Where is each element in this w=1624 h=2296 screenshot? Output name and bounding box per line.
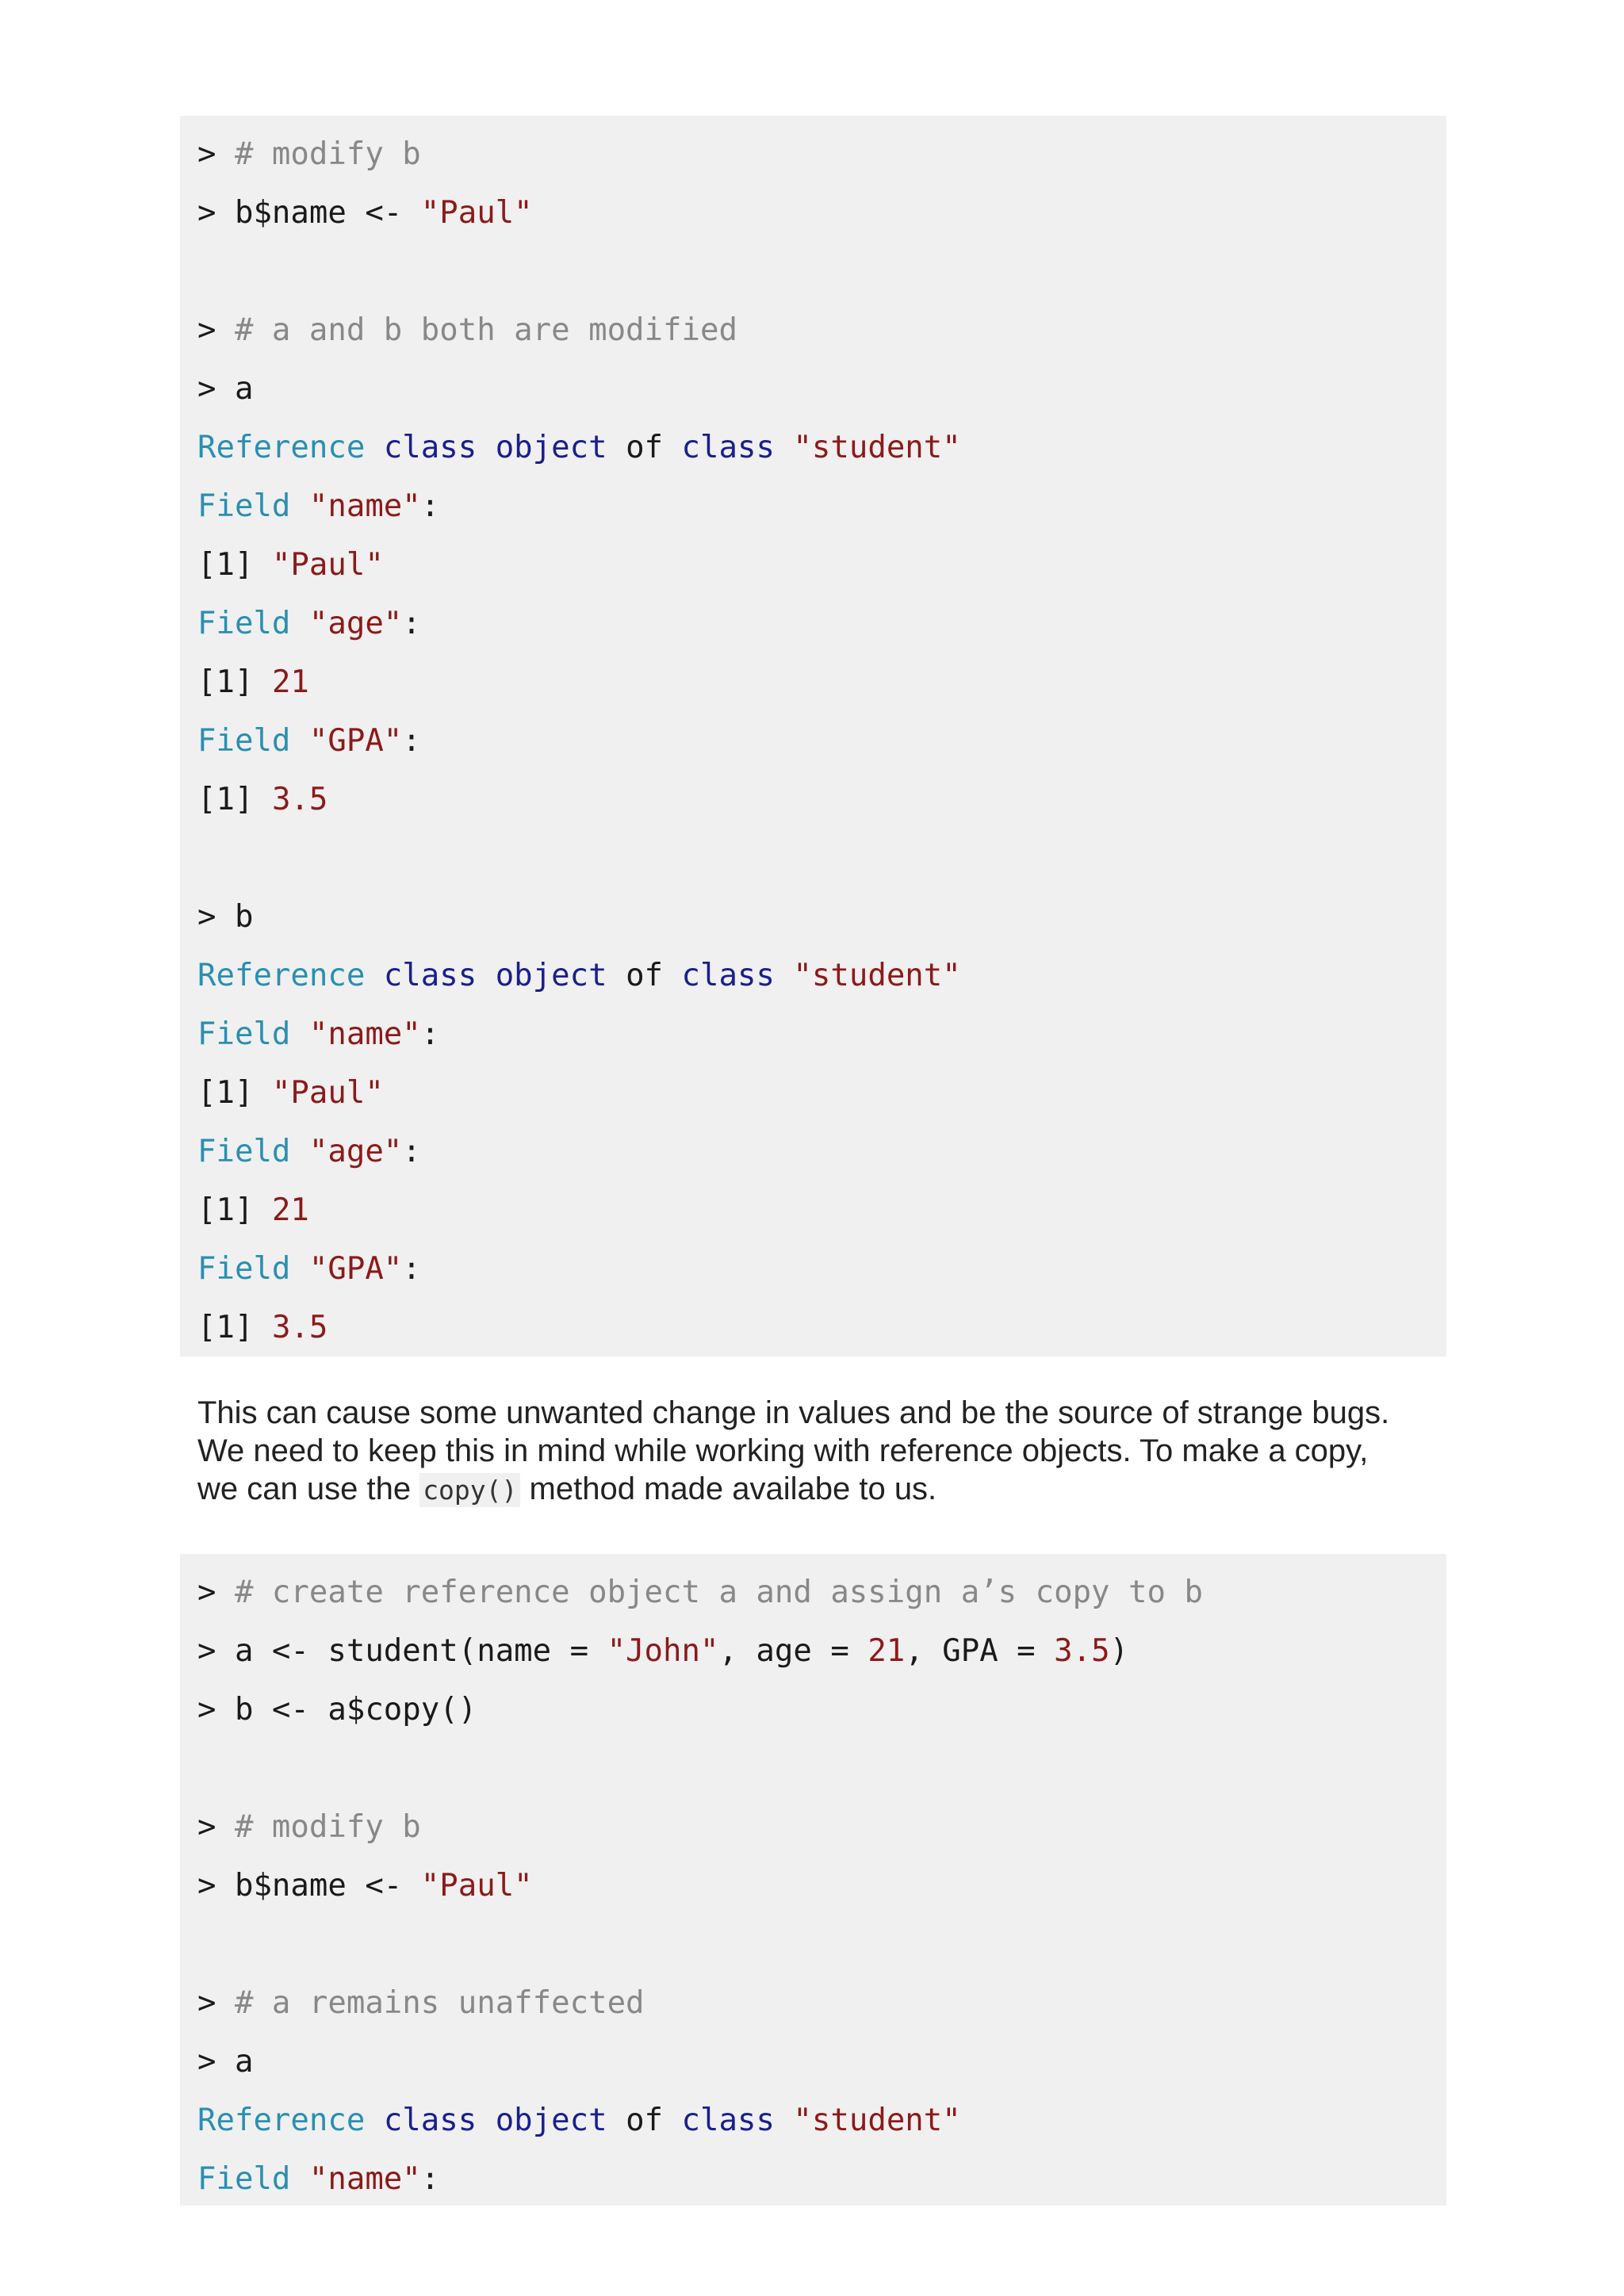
output-field: Field bbox=[197, 606, 291, 641]
code-line bbox=[197, 1064, 384, 1123]
code-line bbox=[197, 1005, 439, 1064]
code-line bbox=[197, 771, 327, 829]
string-literal: "age" bbox=[308, 1134, 403, 1169]
string-literal: "Paul" bbox=[420, 195, 533, 231]
prompt-marker: > bbox=[197, 371, 235, 407]
code-text: a bbox=[234, 2044, 254, 2080]
code-line bbox=[197, 595, 421, 653]
string-literal: "Paul" bbox=[420, 1868, 533, 1904]
prompt-marker: > bbox=[197, 195, 235, 231]
code-line bbox=[197, 1123, 421, 1181]
output-of: of bbox=[626, 958, 664, 993]
output-of: of bbox=[626, 430, 664, 465]
paragraph-line-3 bbox=[197, 1470, 1450, 1510]
string-literal: "Paul" bbox=[271, 547, 384, 583]
output-field: Field bbox=[197, 488, 291, 524]
code-text: b bbox=[234, 899, 254, 935]
output-object-keyword: object bbox=[495, 958, 607, 993]
code-line bbox=[197, 1299, 327, 1357]
output-field: Field bbox=[197, 1134, 291, 1169]
output-index: [1] bbox=[197, 782, 254, 817]
code-line bbox=[197, 1681, 477, 1739]
code-line bbox=[197, 1798, 421, 1857]
string-literal: "Paul" bbox=[271, 1075, 384, 1111]
string-literal: "name" bbox=[308, 2161, 421, 2197]
inline-code-copy: copy() bbox=[419, 1473, 520, 1507]
code-line bbox=[197, 1563, 1203, 1622]
code-line bbox=[197, 2091, 961, 2150]
code-line bbox=[197, 1857, 533, 1915]
numeric-literal: 3.5 bbox=[271, 782, 328, 817]
code-line bbox=[197, 2150, 439, 2209]
output-field: Field bbox=[197, 1251, 291, 1287]
prompt-marker: > bbox=[197, 1633, 235, 1669]
output-of: of bbox=[626, 2103, 664, 2138]
output-class-keyword: class bbox=[383, 958, 477, 993]
output-field: Field bbox=[197, 2161, 291, 2197]
output-field: Field bbox=[197, 723, 291, 759]
prompt-marker: > bbox=[197, 899, 235, 935]
output-reference: Reference bbox=[197, 2103, 366, 2138]
code-line bbox=[197, 360, 253, 419]
numeric-literal: 3.5 bbox=[271, 1310, 328, 1345]
output-colon: : bbox=[402, 1134, 421, 1169]
code-text: b$name <- bbox=[234, 195, 421, 231]
code-text: a <- student(name = bbox=[234, 1633, 607, 1669]
code-line bbox=[197, 125, 421, 184]
code-text: ) bbox=[1109, 1633, 1129, 1669]
code-comment: # a and b both are modified bbox=[234, 312, 737, 348]
paragraph-line-3-start: we can use the bbox=[197, 1471, 420, 1506]
code-line bbox=[197, 947, 961, 1005]
code-comment: # modify b bbox=[234, 136, 421, 172]
code-line bbox=[197, 1622, 1128, 1681]
code-text: a bbox=[234, 371, 254, 407]
output-object-keyword: object bbox=[495, 2103, 607, 2138]
output-field: Field bbox=[197, 1016, 291, 1052]
output-colon: : bbox=[402, 723, 421, 759]
code-line bbox=[197, 1974, 645, 2033]
code-block-1 bbox=[180, 116, 1446, 1357]
code-line bbox=[197, 712, 421, 771]
string-literal: "GPA" bbox=[308, 723, 403, 759]
code-block-2 bbox=[180, 1554, 1446, 2206]
code-line bbox=[197, 419, 961, 477]
string-literal: "student" bbox=[793, 2103, 961, 2138]
string-literal: "student" bbox=[793, 430, 961, 465]
output-class-keyword: class bbox=[681, 430, 775, 465]
prompt-marker: > bbox=[197, 136, 235, 172]
code-line bbox=[197, 1181, 309, 1240]
output-colon: : bbox=[402, 1251, 421, 1287]
code-text: b <- a$copy() bbox=[234, 1692, 477, 1728]
prompt-marker: > bbox=[197, 1985, 235, 2021]
prompt-marker: > bbox=[197, 2044, 235, 2080]
output-object-keyword: object bbox=[495, 430, 607, 465]
string-literal: "GPA" bbox=[308, 1251, 403, 1287]
code-comment: # a remains unaffected bbox=[234, 1985, 645, 2021]
prompt-marker: > bbox=[197, 1809, 235, 1845]
string-literal: "name" bbox=[308, 1016, 421, 1052]
prompt-marker: > bbox=[197, 1575, 235, 1610]
explanation-paragraph bbox=[197, 1394, 1450, 1510]
code-text: , age = bbox=[718, 1633, 868, 1669]
output-reference: Reference bbox=[197, 430, 366, 465]
output-colon: : bbox=[402, 606, 421, 641]
code-comment: # create reference object a and assign a’s copy to b bbox=[234, 1575, 1203, 1610]
code-text: , GPA = bbox=[905, 1633, 1055, 1669]
prompt-marker: > bbox=[197, 1868, 235, 1904]
output-index: [1] bbox=[197, 1075, 254, 1111]
paragraph-line-3-end: method made availabe to us. bbox=[520, 1471, 937, 1506]
string-literal: "name" bbox=[308, 488, 421, 524]
code-line bbox=[197, 1240, 421, 1299]
numeric-literal: 21 bbox=[271, 664, 309, 700]
numeric-literal: 21 bbox=[868, 1633, 906, 1669]
code-text: b$name <- bbox=[234, 1868, 421, 1904]
paragraph-line-2: We need to keep this in mind while working with reference objects. To make a copy, bbox=[197, 1433, 1369, 1468]
code-line bbox=[197, 301, 737, 360]
output-reference: Reference bbox=[197, 958, 366, 993]
output-class-keyword: class bbox=[681, 2103, 775, 2138]
output-class-keyword: class bbox=[383, 2103, 477, 2138]
code-line bbox=[197, 536, 384, 595]
prompt-marker: > bbox=[197, 1692, 235, 1728]
output-index: [1] bbox=[197, 1310, 254, 1345]
output-index: [1] bbox=[197, 547, 254, 583]
output-colon: : bbox=[420, 488, 440, 524]
string-literal: "age" bbox=[308, 606, 403, 641]
numeric-literal: 21 bbox=[271, 1192, 309, 1228]
output-colon: : bbox=[420, 2161, 440, 2197]
code-line bbox=[197, 653, 309, 712]
string-literal: "John" bbox=[607, 1633, 719, 1669]
code-line bbox=[197, 888, 253, 947]
code-comment: # modify b bbox=[234, 1809, 421, 1845]
paragraph-line-1: This can cause some unwanted change in values and be the source of strange bugs. bbox=[197, 1395, 1390, 1430]
string-literal: "student" bbox=[793, 958, 961, 993]
output-colon: : bbox=[420, 1016, 440, 1052]
numeric-literal: 3.5 bbox=[1054, 1633, 1110, 1669]
output-index: [1] bbox=[197, 1192, 254, 1228]
code-line bbox=[197, 477, 439, 536]
code-line bbox=[197, 184, 533, 243]
output-index: [1] bbox=[197, 664, 254, 700]
output-class-keyword: class bbox=[681, 958, 775, 993]
prompt-marker: > bbox=[197, 312, 235, 348]
code-line bbox=[197, 2033, 253, 2091]
output-class-keyword: class bbox=[383, 430, 477, 465]
